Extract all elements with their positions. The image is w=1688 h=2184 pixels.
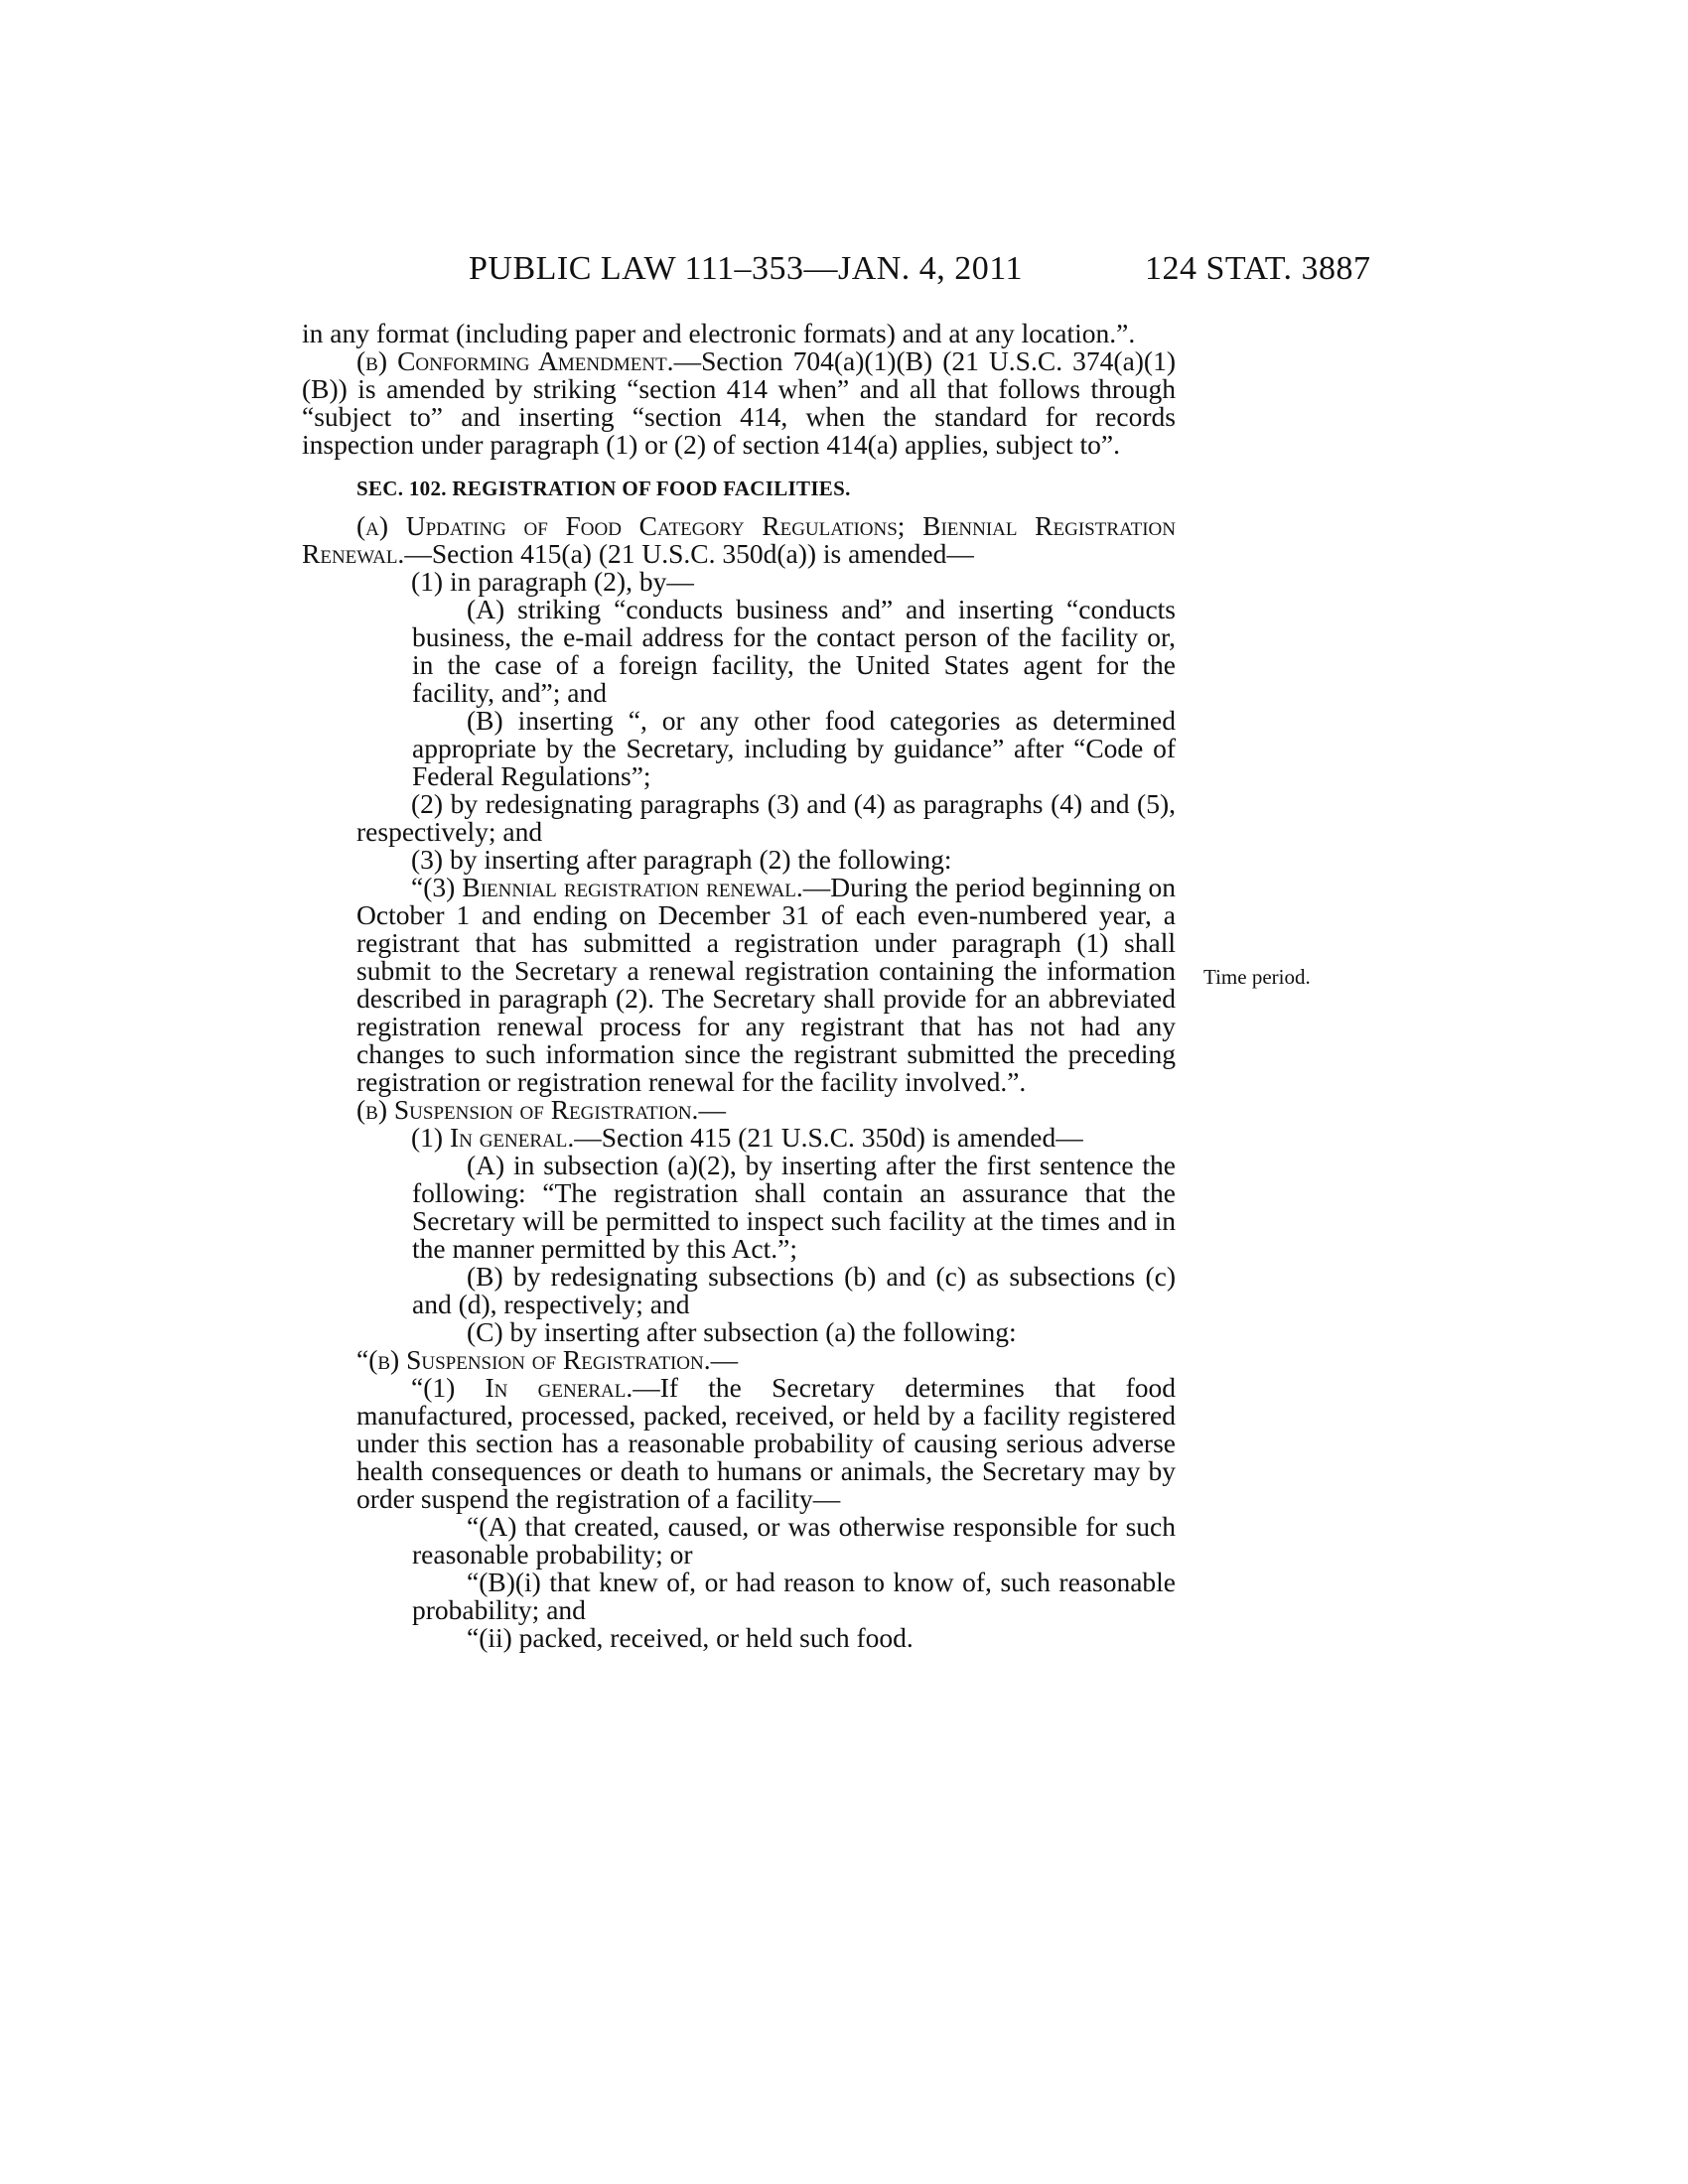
paragraph-a2: (2) by redesignating paragraphs (3) and (4) as paragraphs (4) and (5), respectively; and bbox=[356, 788, 1176, 847]
quoted-subsection-b bbox=[302, 1346, 1176, 1374]
document-body bbox=[302, 320, 1176, 1652]
paragraph-heading: “(3) Biennial registration renewal. bbox=[411, 872, 803, 902]
section-heading: SEC. 102. REGISTRATION OF FOOD FACILITIES. bbox=[356, 477, 851, 500]
running-head: PUBLIC LAW 111–353—JAN. 4, 2011 bbox=[469, 250, 1024, 287]
quoted-paragraph-b1 bbox=[302, 1374, 1176, 1513]
margin-note: Time period. bbox=[1203, 965, 1311, 989]
page-header bbox=[0, 250, 1688, 300]
paragraph-heading: (b) Suspension of Registration. bbox=[356, 1094, 699, 1125]
paragraph-heading: “(b) Suspension of Registration. bbox=[356, 1344, 711, 1375]
paragraph-text: —Section 704(a)(1)(B) (21 U.S.C. 374(a)(1)(B)) is amended by striking “section 414 when” and all that follows through “subject to” and inserting “section 414, when the standard for records inspection under paragraph (1) or (2) of section 414(a) applies, subject to”. bbox=[302, 345, 1176, 460]
paragraph-b1 bbox=[302, 1124, 1176, 1152]
paragraph-text: —If the Secretary determines that food manufactured, processed, packed, received, or held by a facility registered under this section has a reasonable probability of causing serious adverse health consequences or death to humans or animals, the Secretary may by order suspend the registration of a facility— bbox=[356, 1372, 1177, 1514]
subparagraph-a1A: (A) striking “conducts business and” and inserting “conducts business, the e-mail address for the contact person of the facility or, in the case of a foreign facility, the United States agent for the facility, and”; and bbox=[412, 594, 1176, 708]
paragraph-heading: “(1) In general. bbox=[411, 1372, 633, 1403]
subparagraph-b1A: (A) in subsection (a)(2), by inserting after the first sentence the following: “The registration shall contain an assurance that the Secretary will be permitted to inspect such facility at the times and in the manner permitted by this Act.”; bbox=[412, 1150, 1176, 1264]
paragraph-text: —Section 415 (21 U.S.C. 350d) is amended— bbox=[574, 1122, 1083, 1153]
quoted-paragraph-3 bbox=[302, 874, 1176, 1096]
paragraph-a1: (1) in paragraph (2), by— bbox=[411, 566, 694, 597]
paragraph-text: —During the period beginning on October 1 and ending on December 31 of each even-numbered year, a registrant that has submitted a registration under paragraph (1) shall submit to the Secretary a renewal registration containing the information described in paragraph (2). The Secretary shall provide for an abbreviated registration renewal process for any registrant that has not had any changes to such information since the registrant submitted the preceding registration or registration renewal for the facility involved.”. bbox=[356, 872, 1176, 1097]
subparagraph-b1C: (C) by inserting after subsection (a) the following: bbox=[467, 1316, 1017, 1347]
paragraph-text: — bbox=[698, 1094, 726, 1125]
subsection-b bbox=[302, 1096, 1176, 1124]
quoted-subparagraph-B-i: “(B)(i) that knew of, or had reason to know of, such reasonable probability; and bbox=[412, 1567, 1176, 1625]
subparagraph-b1B: (B) by redesignating subsections (b) and (c) as subsections (c) and (d), respectively; and bbox=[412, 1261, 1176, 1319]
conforming-amendment-paragraph bbox=[302, 347, 1176, 459]
paragraph-text: — bbox=[710, 1344, 739, 1375]
statute-citation: 124 STAT. 3887 bbox=[1145, 250, 1371, 287]
paragraph-text: —Section 415(a) (21 U.S.C. 350d(a)) is amended— bbox=[404, 538, 974, 569]
paragraph-heading: (b) Conforming Amendment. bbox=[356, 345, 674, 376]
paragraph-heading: (1) In general. bbox=[411, 1122, 575, 1153]
paragraph-continuation: in any format (including paper and electronic formats) and at any location.”. bbox=[302, 318, 1136, 348]
quoted-clause-ii: “(ii) packed, received, or held such food. bbox=[467, 1622, 914, 1653]
subsection-a bbox=[302, 512, 1176, 568]
paragraph-a3: (3) by inserting after paragraph (2) the following: bbox=[411, 844, 952, 875]
subparagraph-a1B: (B) inserting “, or any other food categories as determined appropriate by the Secretary, including by guidance” after “Code of Federal Regulations”; bbox=[412, 705, 1176, 791]
paragraph-heading: (a) Updating of Food Category Regulations; Biennial Registration Renewal. bbox=[302, 510, 1176, 569]
quoted-subparagraph-A: “(A) that created, caused, or was otherwise responsible for such reasonable probability; or bbox=[412, 1511, 1176, 1570]
